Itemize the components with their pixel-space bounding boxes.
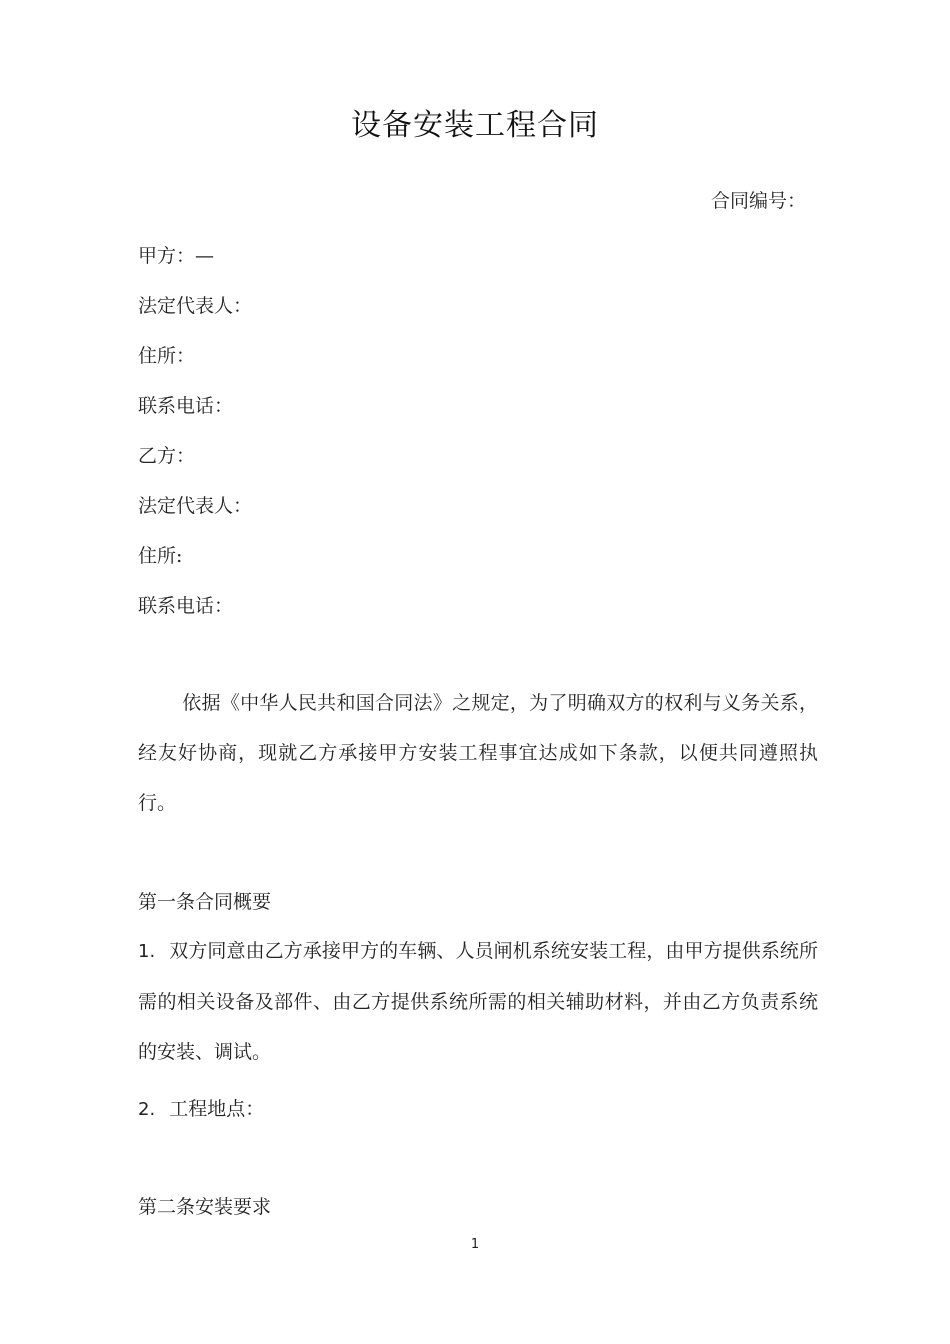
party-b-label: 乙方： xyxy=(138,445,196,467)
article1-item1-number: 1. xyxy=(138,941,156,962)
document-title: 设备安装工程合同 xyxy=(351,108,599,143)
article1-item2-number: 2. xyxy=(138,1099,156,1120)
preamble-text: 依据《中华人民共和国合同法》之规定，为了明确双方的权利与义务关系，经友好协商，现就乙方承接甲方安装工程事宜达成如下条款，以便共同遵照执行。 xyxy=(138,692,818,814)
article1-item1-text: 双方同意由乙方承接甲方的车辆、人员闸机系统安装工程，由甲方提供系统所需的相关设备及部件、由乙方提供系统所需的相关辅助材料，并由乙方负责系统的安装、调试。 xyxy=(138,940,818,1063)
article1-item1 xyxy=(138,926,818,1077)
page-number: 1 xyxy=(470,1237,480,1252)
article2-heading: 第二条安装要求 xyxy=(138,1196,272,1218)
party-a-legal-rep: 法定代表人： xyxy=(138,295,253,317)
party-a-phone: 联系电话： xyxy=(138,395,234,417)
party-b-address: 住所: xyxy=(138,545,183,567)
article1-item2 xyxy=(138,1096,264,1123)
article1-heading: 第一条合同概要 xyxy=(138,891,272,913)
party-b-legal-rep: 法定代表人： xyxy=(138,495,253,517)
article1-item2-text: 工程地点： xyxy=(169,1098,265,1120)
contract-number-label: 合同编号： xyxy=(710,190,806,212)
preamble-paragraph xyxy=(138,678,818,828)
party-a-address: 住所： xyxy=(138,345,196,367)
party-a-label: 甲方：— xyxy=(138,245,215,267)
party-b-phone: 联系电话： xyxy=(138,595,234,617)
